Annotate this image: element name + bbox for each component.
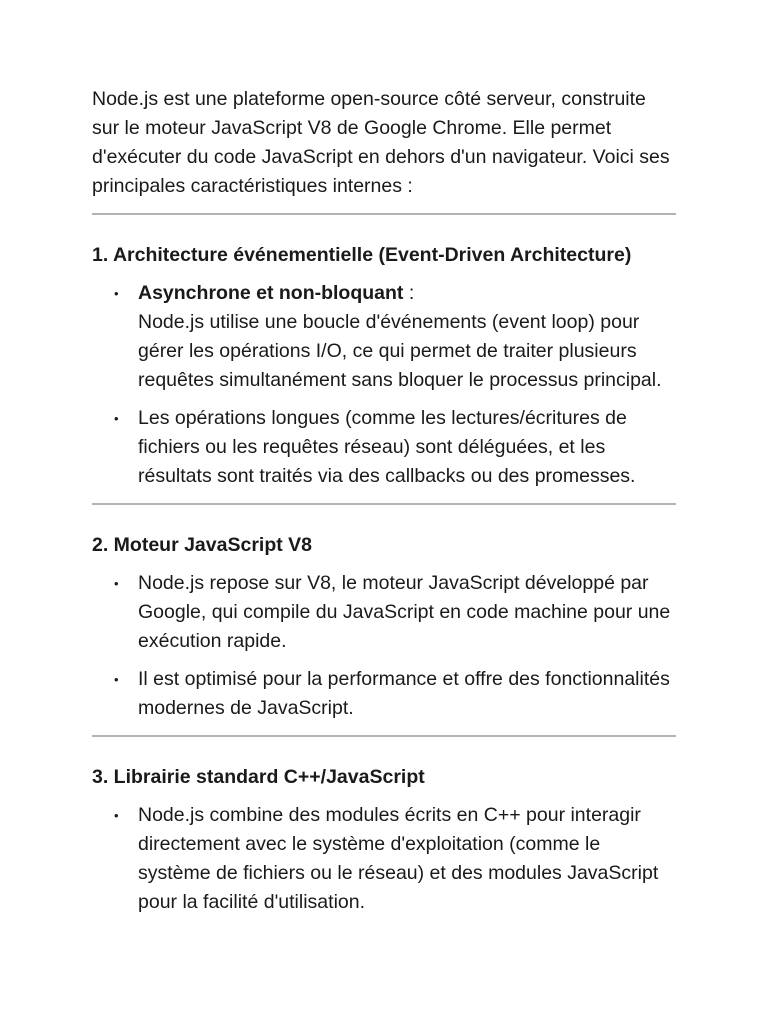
bullet-list <box>92 569 676 723</box>
item-text: Node.js repose sur V8, le moteur JavaScript développé par Google, qui compile du JavaScript en code machine pour une exécution rapide. <box>138 572 671 652</box>
item-text: Node.js utilise une boucle d'événements (event loop) pour gérer les opérations I/O, ce qui permet de traiter plusieurs requêtes simultanément sans bloquer le processus principal. <box>138 311 662 391</box>
list-item <box>92 404 676 491</box>
document-page <box>92 85 676 929</box>
bullet-icon: • <box>114 576 119 591</box>
section-title: 1. Architecture événementielle (Event-Driven Architecture) <box>92 244 632 266</box>
list-item <box>92 801 676 917</box>
item-label-suffix: : <box>403 282 415 304</box>
bullet-icon: • <box>114 286 119 301</box>
bullet-icon: • <box>114 411 119 426</box>
list-item <box>92 665 676 723</box>
item-text: Node.js combine des modules écrits en C++ pour interagir directement avec le système d'exploitation (comme le système de fichiers ou le réseau) et des modules JavaScript pour la facilité d'utilisation. <box>138 804 659 913</box>
list-item <box>92 279 676 395</box>
bullet-list <box>92 801 676 917</box>
intro-paragraph: Node.js est une plateforme open-source côté serveur, construite sur le moteur JavaScript V8 de Google Chrome. Elle permet d'exécuter du code JavaScript en dehors d'un navigateur. Voici ses principales caractéristiques internes : <box>92 88 670 197</box>
list-item <box>92 569 676 656</box>
section-event-driven <box>92 215 676 503</box>
section-title: 3. Librairie standard C++/JavaScript <box>92 766 425 788</box>
bullet-icon: • <box>114 672 119 687</box>
item-label-line <box>138 282 414 304</box>
section-title: 2. Moteur JavaScript V8 <box>92 534 313 556</box>
section-v8-engine <box>92 505 676 735</box>
item-text: Les opérations longues (comme les lectures/écritures de fichiers ou les requêtes réseau) sont déléguées, et les résultats sont traités via des callbacks ou des promesses. <box>138 407 636 487</box>
bullet-list <box>92 279 676 491</box>
item-text: Il est optimisé pour la performance et offre des fonctionnalités modernes de JavaScript. <box>138 668 670 719</box>
item-label: Asynchrone et non-bloquant <box>138 282 404 304</box>
bullet-icon: • <box>114 808 119 823</box>
section-std-library <box>92 737 676 929</box>
